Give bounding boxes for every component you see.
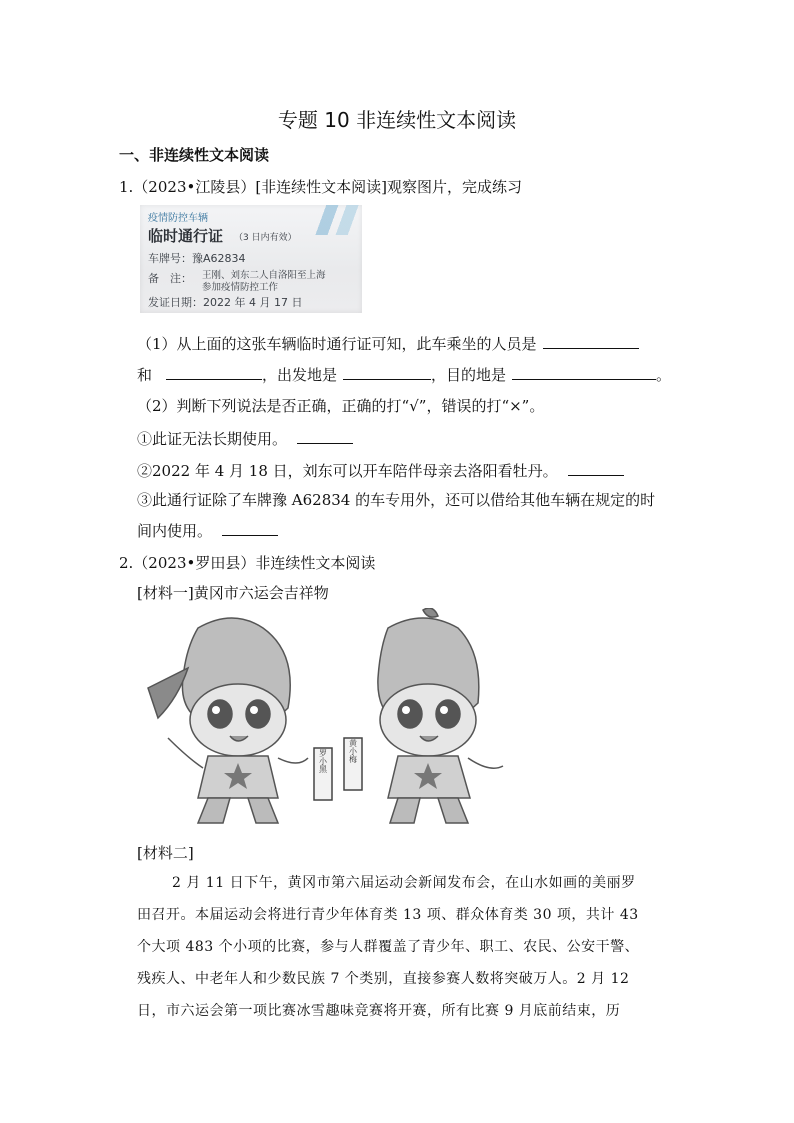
pass-plate: 车牌号：豫A62834 (148, 252, 246, 265)
pass-note-label: 备 注： (148, 272, 192, 285)
judge-item-3-line-1: ③此通行证除了车牌豫 A62834 的车专用外，还可以借给其他车辆在规定的时 (137, 491, 656, 509)
section-heading: 一、非连续性文本阅读 (119, 146, 270, 164)
answer-blank-origin[interactable] (343, 365, 431, 380)
name-tag-left-text: 罗小黑 (318, 749, 328, 773)
sub-question-2-text: （2）判断下列说法是否正确，正确的打“√”，错误的打“×”。 (137, 397, 545, 415)
answer-blank-person-2[interactable] (166, 365, 262, 380)
answer-blank-judge-2[interactable] (568, 461, 624, 476)
pass-header: 疫情防控车辆 (148, 213, 208, 224)
page-title: 专题 10 非连续性文本阅读 (277, 108, 517, 132)
and-text: 和 (137, 366, 153, 384)
pass-date: 发证日期：2022 年 4 月 17 日 (148, 296, 303, 309)
judge-item-2 (137, 460, 624, 481)
judge-item-3-line-2 (137, 520, 278, 541)
judge-item-1 (137, 428, 353, 449)
pass-note-line-1: 王刚、刘东二人自洛阳至上海 (202, 270, 326, 281)
answer-blank-judge-1[interactable] (297, 429, 353, 444)
pass-decorative-stripe (302, 205, 362, 235)
sub-question-1-line-1 (137, 333, 639, 354)
question-1-stem: 1.（2023•江陵县）[非连续性文本阅读]观察图片，完成练习 (119, 178, 523, 196)
temporary-pass-image (140, 205, 362, 313)
judge-item-2-text: ②2022 年 4 月 18 日，刘东可以开车陪伴母亲去洛阳看牡丹。 (137, 462, 558, 480)
answer-blank-person-1[interactable] (543, 334, 639, 349)
material-2-heading: [材料二] (137, 844, 194, 862)
mascot-illustration (138, 608, 510, 830)
paragraph-line-4: 残疾人、中老年人和少数民族 7 个类别，直接参赛人数将突破万人。2 月 12 (137, 971, 630, 987)
paragraph-line-5: 日，市六运会第一项比赛冰雪趣味竞赛将开赛，所有比赛 9 月底前结束，历 (137, 1003, 621, 1019)
sub-question-1-text: （1）从上面的这张车辆临时通行证可知，此车乘坐的人员是 (137, 335, 537, 353)
answer-blank-judge-3[interactable] (222, 521, 278, 536)
to-text: ，目的地是 (431, 366, 507, 384)
pass-note-line-2: 参加疫情防控工作 (202, 282, 279, 293)
judge-item-3-text: 间内使用。 (137, 522, 213, 540)
from-text: ，出发地是 (262, 366, 338, 384)
judge-item-1-text: ①此证无法长期使用。 (137, 430, 288, 448)
material-1-heading: [材料一]黄冈市六运会吉祥物 (137, 584, 329, 602)
pass-validity: （3 日内有效） (234, 233, 297, 243)
end-punct: 。 (656, 366, 672, 384)
mascot-left (148, 618, 308, 823)
question-2-stem: 2.（2023•罗田县）非连续性文本阅读 (119, 554, 376, 572)
answer-blank-destination[interactable] (512, 365, 656, 380)
name-tag-right-text: 黄小梅 (348, 739, 358, 763)
sub-question-1-line-2 (137, 364, 671, 385)
paragraph-line-1: 2 月 11 日下午，黄冈市第六届运动会新闻发布会，在山水如画的美丽罗 (172, 875, 636, 891)
pass-title: 临时通行证 (148, 227, 224, 245)
paragraph-line-3: 个大项 483 个小项的比赛，参与人群覆盖了青少年、职工、农民、公安干警、 (137, 939, 640, 955)
paragraph-line-2: 田召开。本届运动会将进行青少年体育类 13 项、群众体育类 30 项，共计 43 (137, 907, 639, 923)
mascot-right (378, 608, 503, 823)
